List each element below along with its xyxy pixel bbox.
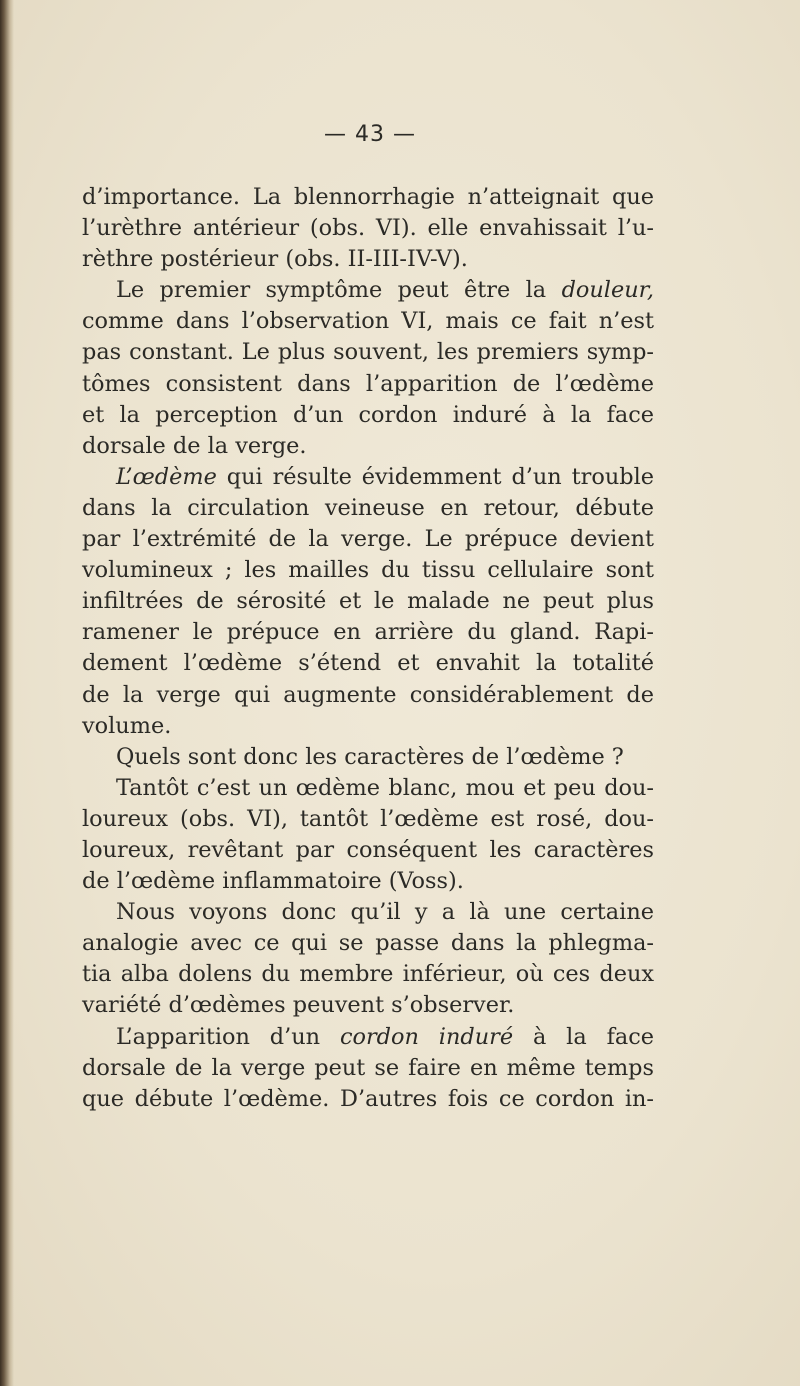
text-line — [82, 773, 654, 804]
text-line — [82, 244, 654, 275]
text-segment: Le premier symptôme peut être la — [116, 277, 562, 304]
text-line — [82, 680, 654, 711]
text-segment: tia alba dolens du membre inférieur, où ces deux — [82, 961, 654, 988]
text-segment: à la face — [513, 1023, 654, 1050]
text-line — [82, 493, 654, 524]
text-segment: Tantôt c’est un œdème blanc, mou et peu dou- — [116, 774, 654, 801]
text-segment: volume. — [82, 712, 172, 739]
text-segment: dement l’œdème s’étend et envahit la totalité — [82, 650, 654, 677]
text-segment: dans la circulation veineuse en retour, débute — [82, 494, 654, 521]
italic-text: L’œdème — [116, 463, 217, 490]
text-line — [82, 431, 654, 462]
text-line — [82, 275, 654, 306]
text-line — [82, 1053, 654, 1084]
text-segment: que débute l’œdème. D’autres fois ce cordon in- — [82, 1085, 654, 1112]
text-line — [82, 648, 654, 679]
italic-text: cordon induré — [339, 1023, 514, 1050]
text-line — [82, 213, 654, 244]
text-segment: l’urèthre antérieur (obs. VI). elle envahissait l’u- — [82, 215, 654, 242]
text-segment: dorsale de la verge peut se faire en même temps — [82, 1054, 654, 1081]
text-segment: tômes consistent dans l’apparition de l’œdème — [82, 370, 654, 397]
text-segment: dorsale de la verge. — [82, 432, 307, 459]
text-line — [82, 182, 654, 213]
text-line — [82, 928, 654, 959]
binding-edge — [0, 0, 14, 1386]
text-line — [82, 369, 654, 400]
text-line — [82, 400, 654, 431]
text-line — [82, 462, 654, 493]
text-line — [82, 804, 654, 835]
text-segment: Quels sont donc les caractères de l’œdème ? — [116, 743, 624, 770]
text-segment: loureux (obs. VI), tantôt l’œdème est rosé, dou- — [82, 805, 654, 832]
text-line — [82, 337, 654, 368]
text-segment: infiltrées de sérosité et le malade ne peut plus — [82, 588, 654, 615]
text-segment: pas constant. Le plus souvent, les premiers symp- — [82, 339, 654, 366]
text-segment: analogie avec ce qui se passe dans la phlegma- — [82, 930, 654, 957]
text-line — [82, 1022, 654, 1053]
text-line — [82, 524, 654, 555]
text-line — [82, 555, 654, 586]
body-text — [82, 182, 654, 1115]
text-line — [82, 1084, 654, 1115]
text-line — [82, 306, 654, 337]
text-line — [82, 617, 654, 648]
text-segment: par l’extrémité de la verge. Le prépuce devient — [82, 526, 654, 553]
text-segment: qui résulte évidemment d’un trouble — [216, 463, 654, 490]
text-segment: L’apparition d’un — [116, 1023, 340, 1050]
text-line — [82, 897, 654, 928]
text-segment: Nous voyons donc qu’il y a là une certaine — [116, 899, 654, 926]
text-segment: d’importance. La blennorrhagie n’atteignait que — [82, 184, 654, 210]
text-line — [82, 959, 654, 990]
text-segment: comme dans l’observation VI, mais ce fait n’est — [82, 308, 654, 335]
text-line — [82, 586, 654, 617]
text-line — [82, 866, 654, 897]
text-segment: loureux, revêtant par conséquent les caractères — [82, 836, 654, 863]
text-segment: et la perception d’un cordon induré à la face — [82, 401, 654, 428]
text-line — [82, 990, 654, 1021]
text-segment: de l’œdème inflammatoire (Voss). — [82, 868, 464, 895]
text-line — [82, 742, 654, 773]
text-line — [82, 835, 654, 866]
text-segment: ramener le prépuce en arrière du gland. Rapi- — [82, 619, 654, 646]
text-segment: variété d’œdèmes peuvent s’observer. — [82, 992, 515, 1019]
italic-text: douleur, — [561, 277, 654, 304]
text-segment: volumineux ; les mailles du tissu cellulaire sont — [82, 557, 654, 584]
text-segment: rèthre postérieur (obs. II-III-IV-V). — [82, 246, 468, 273]
text-segment: de la verge qui augmente considérablement de — [82, 681, 654, 708]
text-line — [82, 711, 654, 742]
page-number: — 43 — — [324, 122, 416, 147]
